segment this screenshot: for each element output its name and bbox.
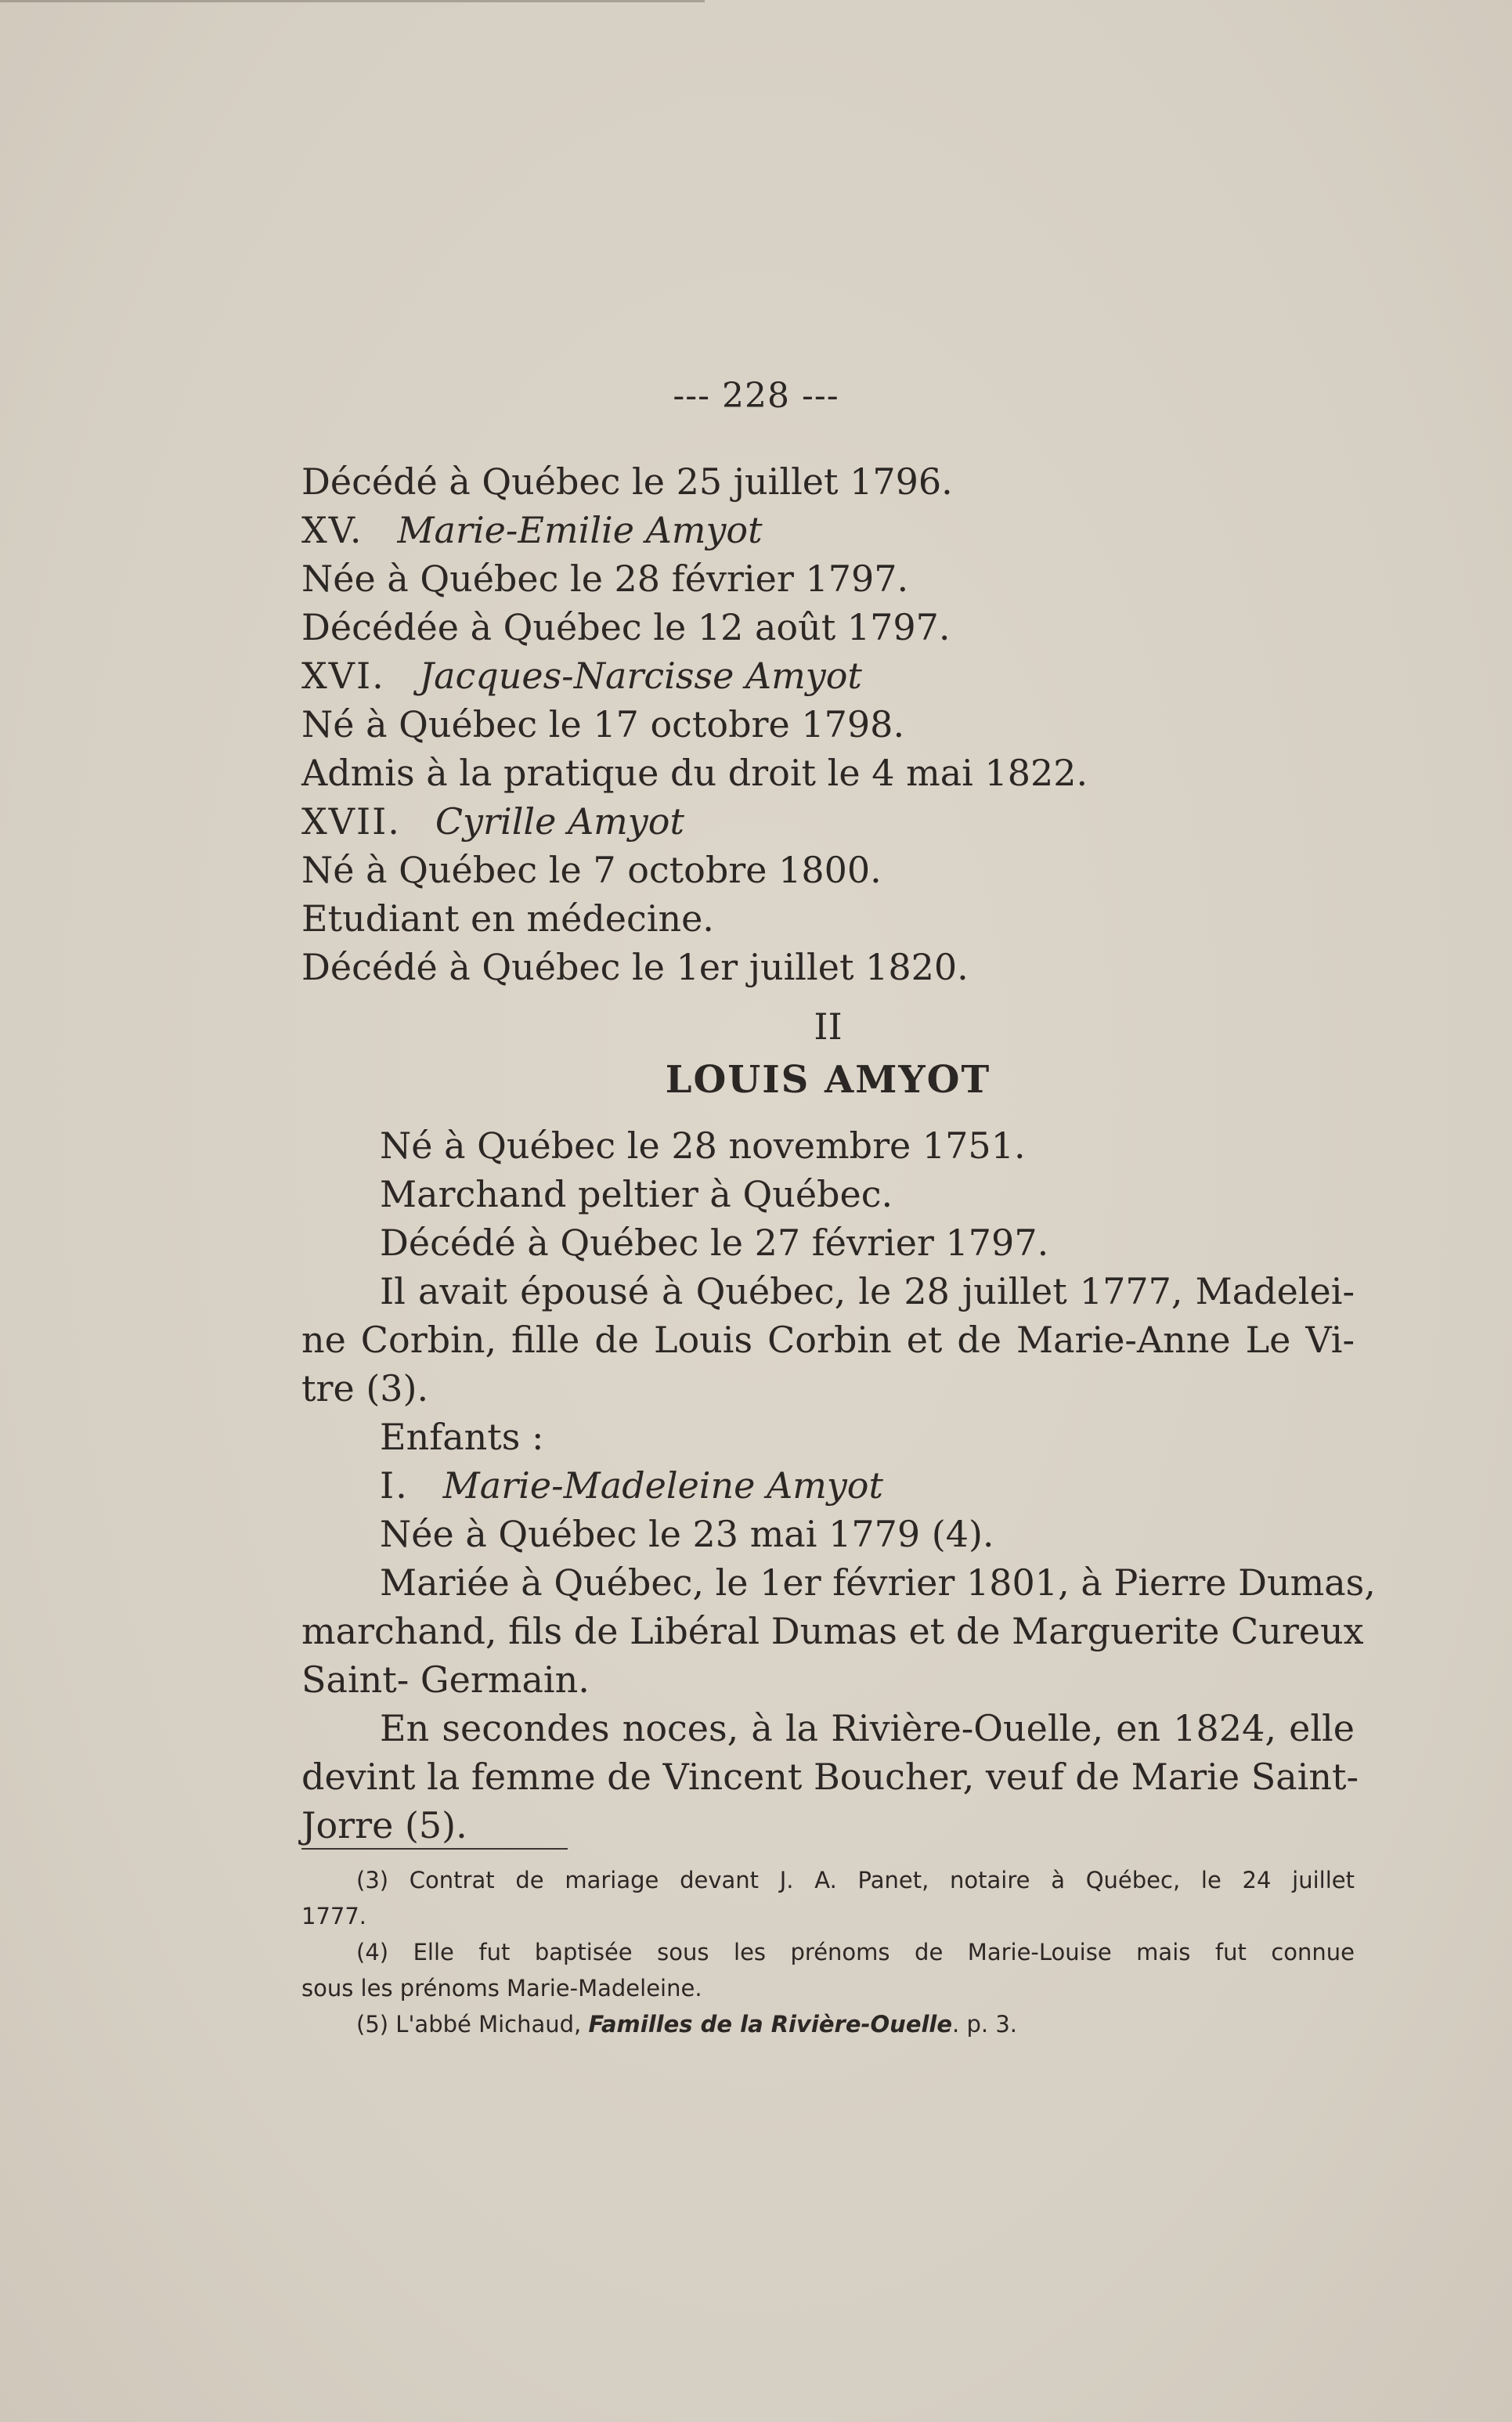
child-heading-i [301, 1461, 1355, 1510]
child-number: XV. [301, 509, 363, 551]
child-name: Cyrille Amyot [435, 800, 684, 843]
child-name: Marie-Emilie Amyot [397, 509, 763, 551]
text-line: ne Corbin, fille de Louis Corbin et de Marie-Anne Le Vi- [301, 1319, 1355, 1361]
child-heading-xvii [301, 797, 1355, 846]
footnote-5-page: . p. 3. [952, 2011, 1017, 2038]
child-heading-xvi [301, 652, 1355, 700]
child-number: I. [380, 1464, 409, 1507]
main-text-top [301, 457, 1355, 991]
text-line: Saint- Germain. [301, 1659, 590, 1701]
text-line: Admis à la pratique du droit le 4 mai 1822. [301, 752, 1088, 794]
section-heading [301, 1002, 1355, 1104]
footnote-separator [301, 1848, 568, 1850]
text-line: Mariée à Québec, le 1er février 1801, à Pierre Dumas, [380, 1561, 1376, 1604]
page-number: --- 228 --- [673, 376, 839, 416]
text-line: Né à Québec le 17 octobre 1798. [301, 703, 905, 745]
child-name: Marie-Madeleine Amyot [442, 1464, 883, 1507]
text-line: Décédé à Québec le 25 juillet 1796. [301, 460, 953, 503]
text-line: Né à Québec le 7 octobre 1800. [301, 849, 882, 891]
scan-edge-line [0, 0, 705, 2]
child-number: XVII. [301, 800, 401, 843]
footnote-3-cont: 1777. [301, 1903, 367, 1929]
child-name: Jacques-Narcisse Amyot [419, 655, 862, 697]
text-line: tre (3). [301, 1367, 429, 1410]
text-line: Né à Québec le 28 novembre 1751. [380, 1124, 1026, 1167]
text-line: Enfants : [380, 1416, 544, 1458]
text-line: Décédé à Québec le 27 février 1797. [380, 1222, 1049, 1264]
text-line: Il avait épousé à Québec, le 28 juillet 1777, Madelei- [380, 1270, 1355, 1312]
footnote-5-author: (5) L'abbé Michaud, [356, 2011, 589, 2038]
text-line: Née à Québec le 28 février 1797. [301, 558, 909, 600]
child-number: XVI. [301, 655, 385, 697]
section-title: LOUIS AMYOT [665, 1058, 991, 1102]
text-line: Marchand peltier à Québec. [380, 1173, 893, 1215]
footnote-4: (4) Elle fut baptisée sous les prénoms de Marie-Louise mais fut connue [356, 1939, 1355, 1965]
text-line: Etudiant en médecine. [301, 897, 714, 940]
footnote-3: (3) Contrat de mariage devant J. A. Panet, notaire à Québec, le 24 juillet [356, 1867, 1355, 1893]
text-line: Jorre (5). [301, 1804, 467, 1846]
text-line: devint la femme de Vincent Boucher, veuf de Marie Saint- [301, 1756, 1359, 1798]
footnote-4-cont: sous les prénoms Marie-Madeleine. [301, 1975, 702, 2001]
text-line: Née à Québec le 23 mai 1779 (4). [380, 1513, 994, 1555]
footnote-5 [301, 2006, 1355, 2042]
child-heading-xv [301, 506, 1355, 554]
footnote-5-title: Familles de la Rivière-Ouelle [588, 2011, 953, 2038]
text-line: En secondes noces, à la Rivière-Ouelle, en 1824, elle [380, 1707, 1355, 1749]
footnotes [301, 1862, 1355, 2042]
text-line: marchand, fils de Libéral Dumas et de Marguerite Cureux [301, 1610, 1364, 1652]
main-text-section [301, 1121, 1376, 1850]
text-line: Décédée à Québec le 12 août 1797. [301, 606, 951, 648]
text-line: Décédé à Québec le 1er juillet 1820. [301, 946, 969, 988]
section-roman-numeral: II [814, 1005, 843, 1048]
